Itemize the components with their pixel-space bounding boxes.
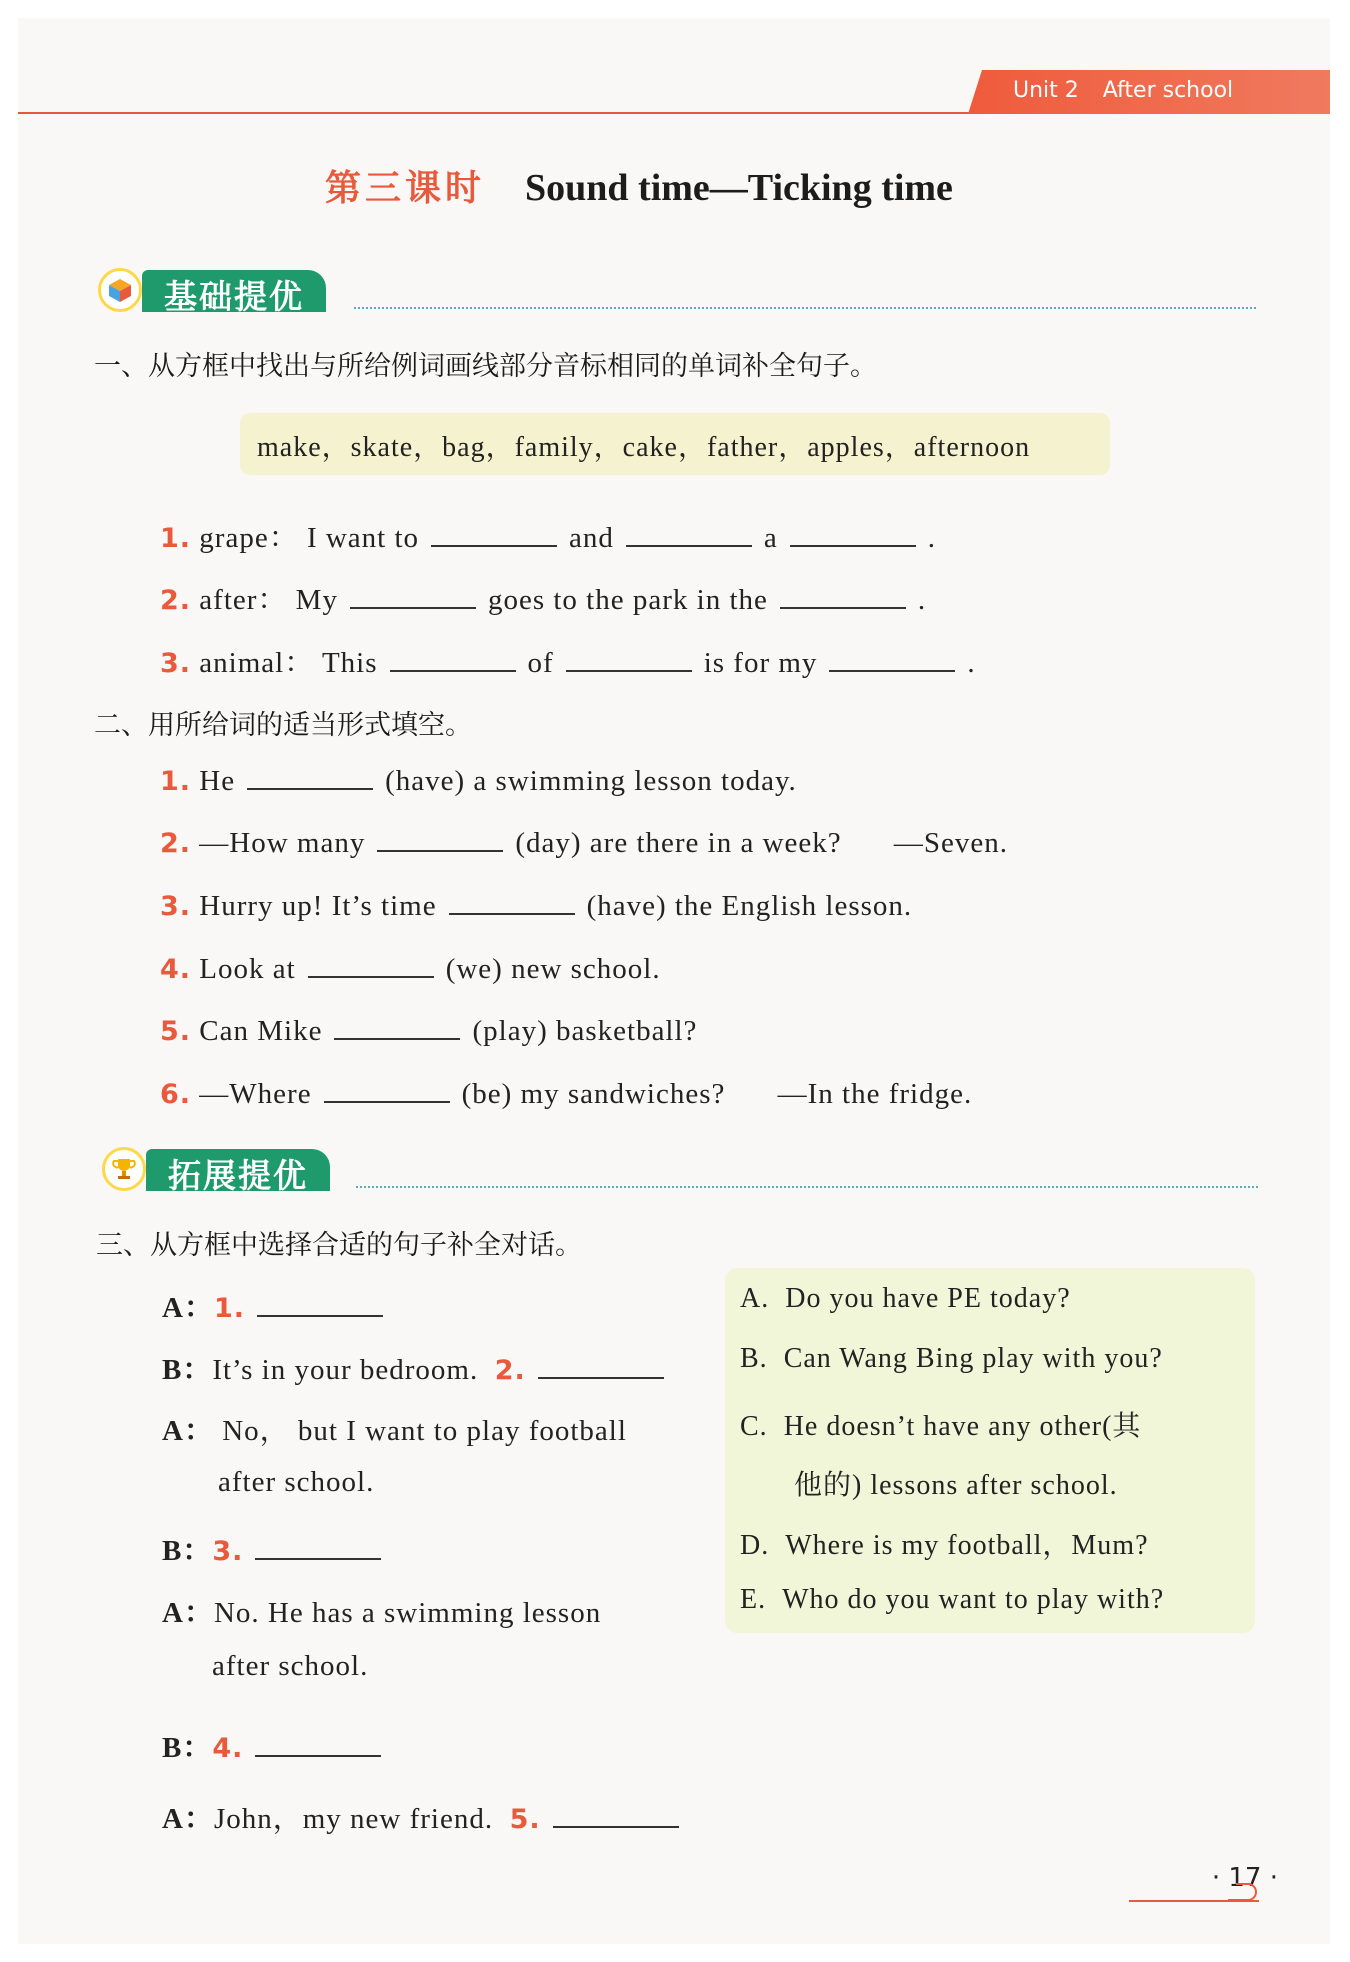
answer-blank[interactable]: [431, 521, 557, 547]
item-number: 3.: [212, 1536, 244, 1567]
item-number: 4.: [160, 954, 192, 985]
part2-item-3: [160, 889, 912, 923]
option-a: [740, 1283, 1071, 1315]
section-banner-extend: [102, 1147, 330, 1195]
dialogue-text: No. He has a swimming lesson: [213, 1597, 602, 1629]
dialogue-line-3-continued: after school.: [218, 1466, 375, 1498]
arrow-icon: [1226, 1878, 1260, 1904]
item-text: He: [199, 765, 236, 797]
part2-item-6: [160, 1077, 972, 1111]
item-text: My: [295, 584, 338, 616]
item-number: 5.: [160, 1016, 192, 1047]
section-divider: [356, 1186, 1258, 1188]
part1-item-1: [160, 515, 936, 556]
answer-blank[interactable]: [829, 646, 955, 672]
option-c-continued: 他的) lessons after school.: [794, 1470, 1118, 1501]
dialogue-line-3: [162, 1408, 627, 1449]
item-text: of: [527, 647, 554, 679]
part1-item-2: [160, 577, 926, 618]
answer-blank[interactable]: [377, 826, 503, 852]
item-text: —Where: [199, 1078, 312, 1110]
option-e: [740, 1584, 1164, 1616]
item-text: Hurry up! It’s time: [199, 890, 437, 922]
item-number: 2.: [160, 585, 192, 616]
item-text: Look at: [199, 953, 296, 985]
speaker: B：: [162, 1535, 213, 1567]
item-number: 1.: [160, 766, 192, 797]
item-number: 2.: [494, 1355, 526, 1386]
dialogue-line-2: [162, 1347, 676, 1388]
answer-blank[interactable]: [324, 1077, 450, 1103]
answer-blank[interactable]: [449, 889, 575, 915]
dialogue-line-6: [162, 1725, 393, 1766]
dialogue-line-1: [162, 1285, 395, 1326]
item-text: goes to the park in the: [487, 584, 768, 616]
item-text: (be) my sandwiches?: [461, 1078, 726, 1110]
option-letter: A.: [740, 1283, 770, 1314]
item-text: This: [321, 647, 378, 679]
answer-blank[interactable]: [553, 1802, 679, 1828]
item-text: (day) are there in a week?: [515, 827, 842, 859]
answer-blank[interactable]: [780, 583, 906, 609]
option-text: He doesn’t have any other(其: [783, 1411, 1142, 1442]
option-text: Do you have PE today?: [785, 1283, 1071, 1314]
trophy-icon: [102, 1147, 146, 1191]
item-text: (play) basketball?: [472, 1015, 698, 1047]
answer-blank[interactable]: [255, 1731, 381, 1757]
option-letter: C.: [740, 1411, 768, 1442]
answer-blank[interactable]: [538, 1353, 664, 1379]
item-prompt: animal：: [199, 647, 315, 679]
option-b: [740, 1343, 1163, 1375]
part3-heading: 三、从方框中选择合适的句子补全对话。: [96, 1230, 582, 1261]
speaker: A：: [162, 1597, 214, 1629]
item-number: 1.: [160, 523, 192, 554]
item-prompt: after：: [199, 584, 288, 616]
speaker: B：: [162, 1732, 213, 1764]
part2-heading: 二、用所给词的适当形式填空。: [94, 710, 472, 741]
item-end: .: [917, 584, 927, 616]
part2-item-4: [160, 952, 661, 986]
option-letter: D.: [740, 1530, 770, 1561]
item-text: (have) a swimming lesson today.: [385, 765, 797, 797]
cube-icon: [98, 268, 142, 312]
unit-number: Unit 2: [1013, 78, 1079, 103]
item-text: is for my: [703, 647, 818, 679]
item-number: 1.: [213, 1293, 245, 1324]
answer-blank[interactable]: [790, 521, 916, 547]
item-number: 3.: [160, 648, 192, 679]
dialogue-line-7: [162, 1796, 691, 1837]
option-c: [740, 1404, 1141, 1444]
speaker: A：: [162, 1803, 214, 1835]
item-text: —How many: [199, 827, 366, 859]
dialogue-text: No， but I want to play football: [222, 1415, 627, 1447]
lesson-title-en: Sound time—Ticking time: [525, 167, 953, 209]
part1-heading: 一、从方框中找出与所给例词画线部分音标相同的单词补全句子。: [94, 351, 877, 382]
item-answer: —Seven.: [893, 827, 1009, 859]
dialogue-text: John，my new friend.: [213, 1803, 494, 1835]
option-letter: B.: [740, 1343, 768, 1374]
lesson-title-cn: 第三课时: [325, 168, 486, 209]
dialogue-line-5-continued: after school.: [212, 1650, 369, 1682]
answer-blank[interactable]: [566, 646, 692, 672]
answer-blank[interactable]: [334, 1014, 460, 1040]
unit-title: After school: [1102, 78, 1234, 103]
section-banner-basic: [98, 268, 326, 316]
answer-blank[interactable]: [255, 1534, 381, 1560]
answer-blank[interactable]: [350, 583, 476, 609]
item-number: 3.: [160, 891, 192, 922]
dialogue-line-5: [162, 1590, 601, 1631]
answer-blank[interactable]: [308, 952, 434, 978]
item-text: and: [569, 522, 614, 554]
dialogue-text: It’s in your bedroom.: [212, 1354, 479, 1386]
item-text: (we) new school.: [445, 953, 661, 985]
section-label-extend: 拓展提优: [146, 1149, 330, 1191]
item-answer: —In the fridge.: [777, 1078, 973, 1110]
part2-item-2: [160, 826, 1008, 860]
option-d: [740, 1523, 1149, 1563]
dialogue-line-4: [162, 1528, 393, 1569]
answer-blank[interactable]: [247, 764, 373, 790]
answer-blank[interactable]: [257, 1291, 383, 1317]
section-divider: [354, 307, 1256, 309]
speaker: A：: [162, 1415, 214, 1447]
answer-blank[interactable]: [390, 646, 516, 672]
option-text: Can Wang Bing play with you?: [783, 1343, 1163, 1374]
options-box: [725, 1268, 1255, 1633]
item-number: 2.: [160, 828, 192, 859]
speaker: B：: [162, 1354, 213, 1386]
section-label-basic: 基础提优: [142, 270, 326, 312]
part1-item-3: [160, 640, 976, 681]
item-prompt: grape：: [199, 522, 299, 554]
item-number: 5.: [509, 1804, 541, 1835]
page-number: · 17 ·: [1211, 1863, 1278, 1893]
lesson-title: [325, 160, 953, 211]
word-box-text: make，skate，bag，family，cake，father，apples，afternoon: [257, 432, 1031, 463]
item-number: 4.: [212, 1733, 244, 1764]
item-text: Can Mike: [199, 1015, 323, 1047]
option-text: Where is my football，Mum?: [785, 1530, 1149, 1561]
part2-item-1: [160, 764, 797, 798]
item-text: a: [763, 522, 778, 554]
item-text: I want to: [306, 522, 420, 554]
item-end: .: [927, 522, 937, 554]
part2-item-5: [160, 1014, 697, 1048]
unit-tab-text: [1013, 78, 1257, 103]
option-letter: E.: [740, 1584, 767, 1615]
option-text: Who do you want to play with?: [782, 1584, 1165, 1615]
item-number: 6.: [160, 1079, 192, 1110]
item-text: (have) the English lesson.: [586, 890, 913, 922]
speaker: A：: [162, 1292, 214, 1324]
answer-blank[interactable]: [626, 521, 752, 547]
item-end: .: [967, 647, 976, 679]
